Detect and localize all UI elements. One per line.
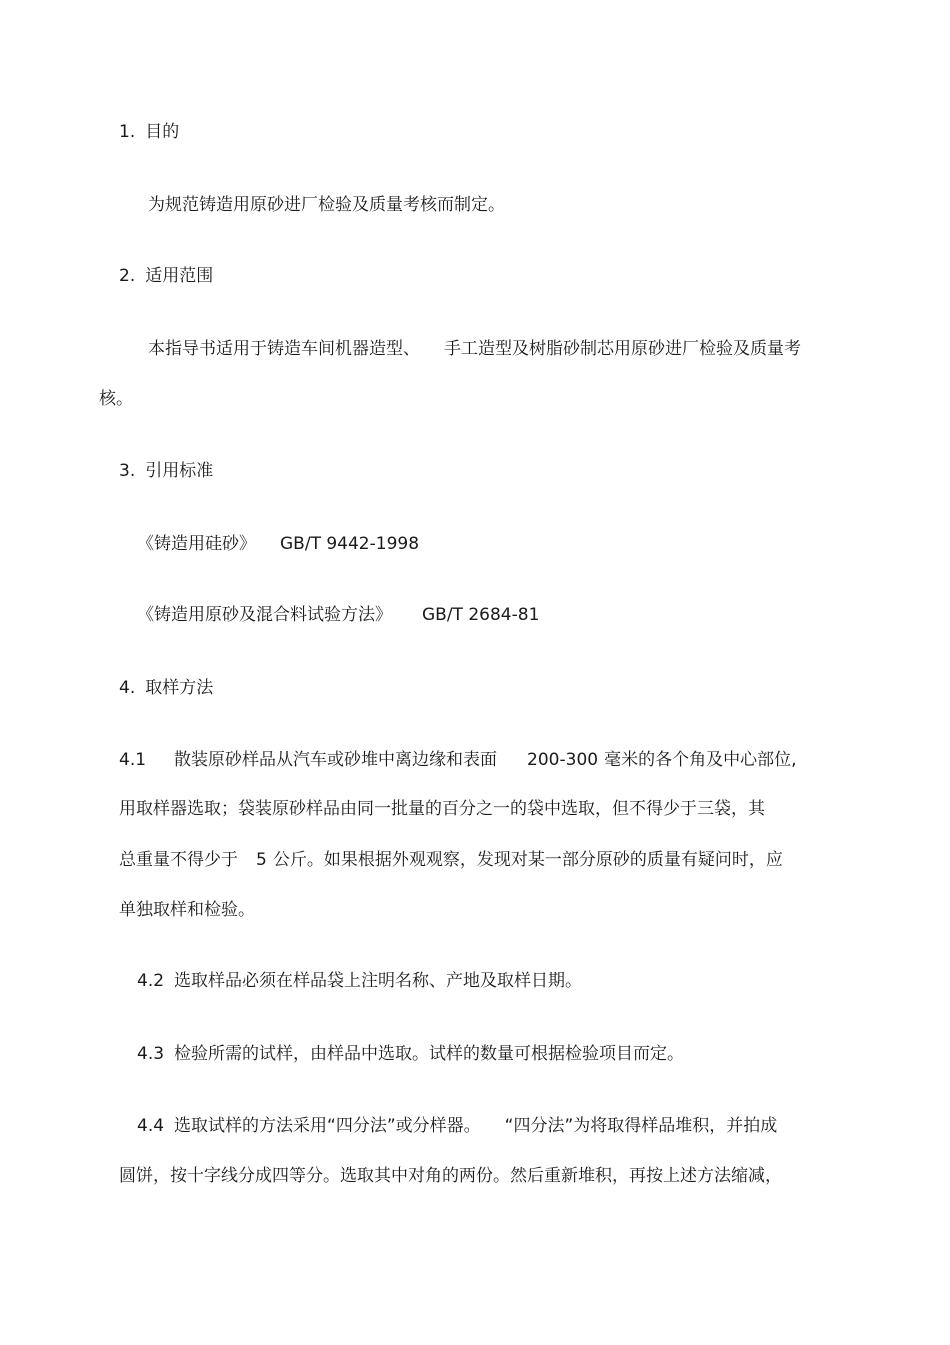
section-3-heading [119,460,213,482]
clause-4-1-text-weight: 总重量不得少于 [119,850,238,870]
clause-4-1-text-rest: 公斤。如果根据外观观察，发现对某一部分原砂的质量有疑问时，应 [272,850,783,870]
clause-4-1-line-4: 单独取样和检验。 [119,900,255,920]
clause-4-1-text-c: 毫米的各个角及中心部位, [604,750,797,770]
section-4-number: 4. [119,678,136,698]
section-4-heading [119,677,213,699]
section-4-title: 取样方法 [145,678,214,698]
section-1-title: 目的 [145,122,180,142]
section-2-title: 适用范围 [145,266,214,286]
clause-4-4-line-2: 圆饼，按十字线分成四等分。选取其中对角的两份。然后重新堆积，再按上述方法缩减， [119,1166,782,1186]
section-1-heading [119,121,179,143]
standard-item [137,604,539,626]
section-1-number: 1. [119,122,136,142]
clause-4-4-text-a: 选取试样的方法采用“四分法”或分样器。 [174,1116,481,1136]
clause-4-3-text: 检验所需的试样，由样品中选取。试样的数量可根据检验项目而定。 [174,1044,685,1064]
clause-4-1-number: 4.1 [119,750,147,770]
clause-4-2-number: 4.2 [137,971,165,991]
section-2-body-line-2: 核。 [99,389,133,409]
clause-4-1-text-a: 散装原砂样品从汽车或砂堆中离边缘和表面 [174,750,498,770]
clause-4-4-text-b: “四分法”为将取得样品堆积，并拍成 [504,1116,778,1136]
section-1-body: 为规范铸造用原砂进厂检验及质量考核而制定。 [148,195,505,215]
clause-4-4-number: 4.4 [137,1116,165,1136]
standard-item [137,533,419,555]
section-3-title: 引用标准 [145,461,214,481]
clause-4-1-line-2: 用取样器选取；袋装原砂样品由同一批量的百分之一的袋中选取，但不得少于三袋，其 [119,799,765,819]
standard-code: GB/T 2684-81 [422,605,540,625]
clause-4-4-line-1 [137,1115,777,1137]
section-2-heading [119,265,213,287]
clause-4-2-text: 选取样品必须在样品袋上注明名称、产地及取样日期。 [174,971,583,991]
standard-code: GB/T 9442-1998 [280,534,420,554]
section-2-body-line-1 [148,338,801,360]
section-3-number: 3. [119,461,136,481]
clause-4-3-number: 4.3 [137,1044,165,1064]
section-2-body-part-a: 本指导书适用于铸造车间机器造型、 [148,339,420,359]
clause-4-2 [137,970,582,992]
standard-name: 《铸造用原砂及混合料试验方法》 [137,605,392,625]
standard-name: 《铸造用硅砂》 [137,534,256,554]
section-2-body-part-b: 手工造型及树脂砂制芯用原砂进厂检验及质量考 [444,339,801,359]
clause-4-1-weight-value: 5 [256,850,267,870]
clause-4-1-depth: 200-300 [527,750,599,770]
clause-4-1-line-1 [119,749,796,771]
clause-4-3 [137,1043,684,1065]
clause-4-1-line-3 [119,849,783,871]
section-2-number: 2. [119,266,136,286]
